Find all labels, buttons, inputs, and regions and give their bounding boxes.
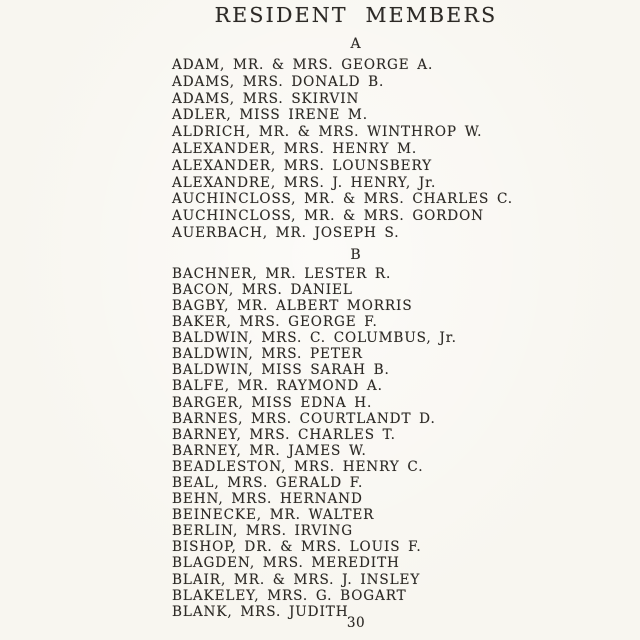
member-name: ADAMS, MRS. SKIRVIN <box>172 90 360 107</box>
member-name: BARNES, MRS. COURTLANDT D. <box>172 410 436 427</box>
section-letter: A <box>350 36 362 52</box>
member-name: BALFE, MR. RAYMOND A. <box>172 378 383 395</box>
page-number: 30 <box>346 615 366 631</box>
name-list <box>172 266 540 620</box>
member-name: AUCHINCLOSS, MR. & MRS. CHARLES C. <box>172 191 513 208</box>
member-name: BALDWIN, MISS SARAH B. <box>172 362 390 379</box>
member-name: BAGBY, MR. ALBERT MORRIS <box>172 297 413 314</box>
name-list <box>172 57 540 242</box>
member-name: BEINECKE, MR. WALTER <box>172 507 375 524</box>
member-name: ADAMS, MRS. DONALD B. <box>172 73 385 90</box>
member-name: BACON, MRS. DANIEL <box>172 281 353 298</box>
content-column <box>172 0 540 620</box>
member-name: BLAGDEN, MRS. MEREDITH <box>172 555 400 572</box>
member-list <box>172 36 540 620</box>
member-name: BAKER, MRS. GEORGE F. <box>172 314 378 331</box>
member-name: BISHOP, DR. & MRS. LOUIS F. <box>172 539 422 556</box>
page-title: RESIDENT MEMBERS <box>214 3 498 27</box>
section-B <box>172 247 540 620</box>
member-name: ADAM, MR. & MRS. GEORGE A. <box>172 57 434 73</box>
member-name: BALDWIN, MRS. C. COLUMBUS, Jr. <box>172 330 457 347</box>
member-name: BEAL, MRS. GERALD F. <box>172 474 364 491</box>
section-A <box>172 36 540 242</box>
member-name: ALEXANDRE, MRS. J. HENRY, Jr. <box>172 174 437 191</box>
member-name: ALEXANDER, MRS. HENRY M. <box>172 140 418 157</box>
member-name: BLAKELEY, MRS. G. BOGART <box>172 587 407 604</box>
member-name: BLANK, MRS. JUDITH <box>172 603 349 620</box>
section-letter: B <box>350 246 362 263</box>
member-name: BEHN, MRS. HERNAND <box>172 491 363 508</box>
member-name: AUERBACH, MR. JOSEPH S. <box>172 224 400 241</box>
member-name: BARGER, MISS EDNA H. <box>172 394 373 411</box>
member-name: BARNEY, MRS. CHARLES T. <box>172 426 396 443</box>
member-name: BLAIR, MR. & MRS. J. INSLEY <box>172 571 421 588</box>
member-name: BEADLESTON, MRS. HENRY C. <box>172 458 424 475</box>
member-name: BARNEY, MR. JAMES W. <box>172 442 367 459</box>
member-name: BACHNER, MR. LESTER R. <box>172 265 392 282</box>
member-name: ALDRICH, MR. & MRS. WINTHROP W. <box>172 124 483 141</box>
member-name: ALEXANDER, MRS. LOUNSBERY <box>172 157 433 174</box>
member-name: ADLER, MISS IRENE M. <box>172 107 368 124</box>
member-name: AUCHINCLOSS, MR. & MRS. GORDON <box>172 208 484 225</box>
member-name: BALDWIN, MRS. PETER <box>172 346 363 363</box>
member-name: BERLIN, MRS. IRVING <box>172 523 353 540</box>
